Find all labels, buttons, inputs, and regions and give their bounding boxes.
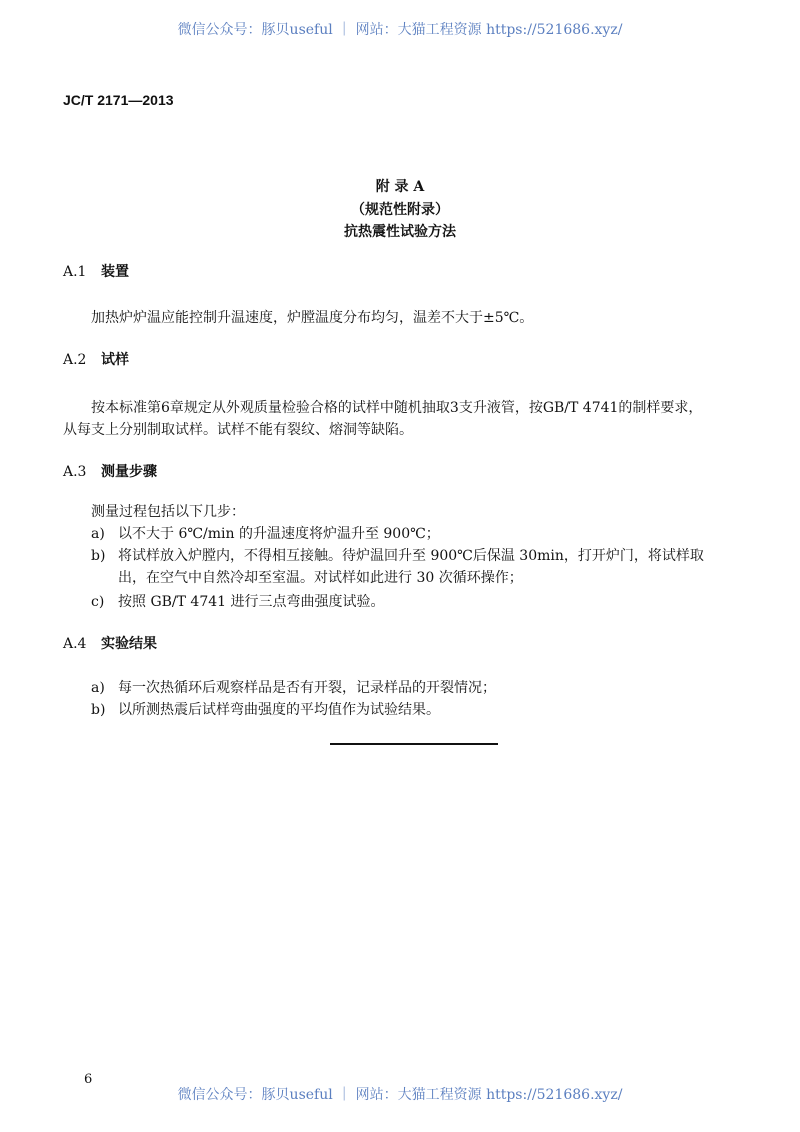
watermark-footer: 微信公众号：豚贝useful ｜ 网站：大猫工程资源 https://521686.xyz/ (177, 1087, 623, 1103)
appendix-type: （规范性附录） (351, 202, 449, 218)
section-number: A.2 (63, 352, 87, 368)
section-title: 装置 (101, 264, 129, 280)
appendix-title: 附 录 A (375, 179, 425, 195)
intro-text: 测量过程包括以下几步： (91, 504, 245, 520)
list-text-continuation: 出，在空气中自然冷却至室温。对试样如此进行 30 次循环操作； (118, 570, 523, 586)
list-item (91, 545, 704, 565)
section-heading-a4 (63, 633, 157, 653)
watermark-header: 微信公众号：豚贝useful ｜ 网站：大猫工程资源 https://521686.xyz/ (177, 22, 623, 38)
appendix-name: 抗热震性试验方法 (344, 224, 456, 240)
paragraph: 按本标准第6章规定从外观质量检验合格的试样中随机抽取3支升液管，按GB/T 4741的制样要求， (91, 400, 703, 416)
list-item (91, 591, 385, 611)
end-rule (330, 743, 498, 745)
section-number: A.1 (63, 264, 87, 280)
list-text: 将试样放入炉膛内，不得相互接触。待炉温回升至 900℃后保温 30min，打开炉门，将试样取 (118, 548, 704, 564)
section-heading-a3 (63, 461, 157, 481)
list-item (91, 523, 440, 543)
section-number: A.4 (63, 636, 87, 652)
section-heading-a1 (63, 261, 129, 281)
list-text: 每一次热循环后观察样品是否有开裂，记录样品的开裂情况； (118, 680, 496, 696)
list-label: c) (91, 594, 105, 610)
list-text: 以不大于 6℃/min 的升温速度将炉温升至 900℃； (118, 526, 440, 542)
section-number: A.3 (63, 464, 87, 480)
paragraph-continuation: 从每支上分别制取试样。试样不能有裂纹、熔洞等缺陷。 (63, 422, 413, 438)
section-title: 实验结果 (101, 636, 157, 652)
list-label: a) (91, 680, 105, 696)
standard-number: JC/T 2171—2013 (63, 92, 174, 108)
list-item (91, 699, 440, 719)
list-label: a) (91, 526, 105, 542)
section-title: 试样 (101, 352, 129, 368)
list-text: 以所测热震后试样弯曲强度的平均值作为试验结果。 (118, 702, 440, 718)
list-label: b) (91, 702, 106, 718)
section-heading-a2 (63, 349, 129, 369)
paragraph: 加热炉炉温应能控制升温速度，炉膛温度分布均匀，温差不大于±5℃。 (91, 310, 534, 326)
list-label: b) (91, 548, 106, 564)
list-text: 按照 GB/T 4741 进行三点弯曲强度试验。 (118, 594, 385, 610)
list-item (91, 677, 496, 697)
page-number: 6 (84, 1072, 93, 1087)
section-title: 测量步骤 (101, 464, 157, 480)
